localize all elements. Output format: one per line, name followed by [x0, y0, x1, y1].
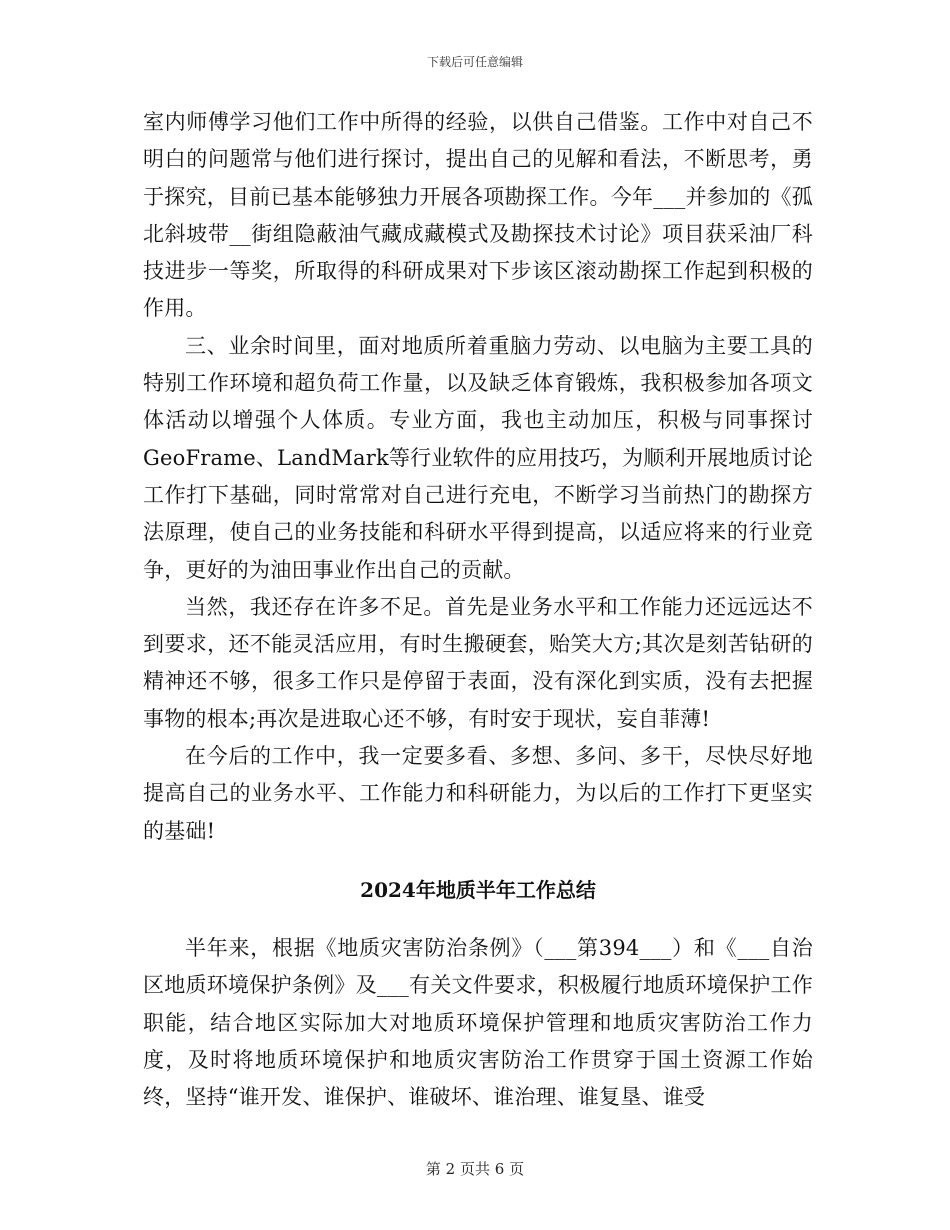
paragraph-1: 室内师傅学习他们工作中所得的经验，以供自己借鉴。工作中对自己不明白的问题常与他们进行探讨，提出自己的见解和看法，不断思考，勇于探究，目前已基本能够独力开展各项勘探工作。今年___并参加的《孤北斜坡带__街组隐蔽油气藏成藏模式及勘探技术讨论》项目获采油厂科技进步一等奖，所取得的科研成果对下步该区滚动勘探工作起到积极的作用。: [143, 110, 813, 321]
page-number: 第 2 页共 6 页: [425, 1160, 525, 1178]
paragraph-3: 当然，我还存在许多不足。首先是业务水平和工作能力还远远达不到要求，还不能灵活应用，有时生搬硬套，贻笑大方;其次是刻苦钻研的精神还不够，很多工作只是停留于表面，没有深化到实质，没有去把握事物的根本;再次是进取心还不够，有时安于现状，妄自菲薄!: [143, 594, 813, 731]
paragraph-2: 三、业余时间里，面对地质所着重脑力劳动、以电脑为主要工具的特别工作环境和超负荷工作量，以及缺乏体育锻炼，我积极参加各项文体活动以增强个人体质。专业方面，我也主动加压，积极与同事探讨GeoFrame、LandMark等行业软件的应用技巧，为顺利开展地质讨论工作打下基础，同时常常对自己进行充电，不断学习当前热门的勘探方法原理，使自己的业务技能和科研水平得到提高，以适应将来的行业竞争，更好的为油田事业作出自己的贡献。: [143, 333, 813, 582]
section-title: 2024年地质半年工作总结: [360, 877, 596, 902]
page-header: 下载后可任意编辑: [426, 55, 523, 69]
paragraph-5: 半年来，根据《地质灾害防治条例》（___第394___）和《___自治区地质环境保护条例》及___有关文件要求，积极履行地质环境保护工作职能，结合地区实际加大对地质环境保护管理和地质灾害防治工作力度，及时将地质环境保护和地质灾害防治工作贯穿于国土资源工作始终，坚持“谁开发、谁保护、谁破坏、谁治理、谁复垦、谁受: [143, 935, 813, 1110]
paragraph-4: 在今后的工作中，我一定要多看、多想、多问、多干，尽快尽好地提高自己的业务水平、工作能力和科研能力，为以后的工作打下更坚实的基础!: [143, 744, 813, 843]
document-body: [143, 104, 813, 1116]
